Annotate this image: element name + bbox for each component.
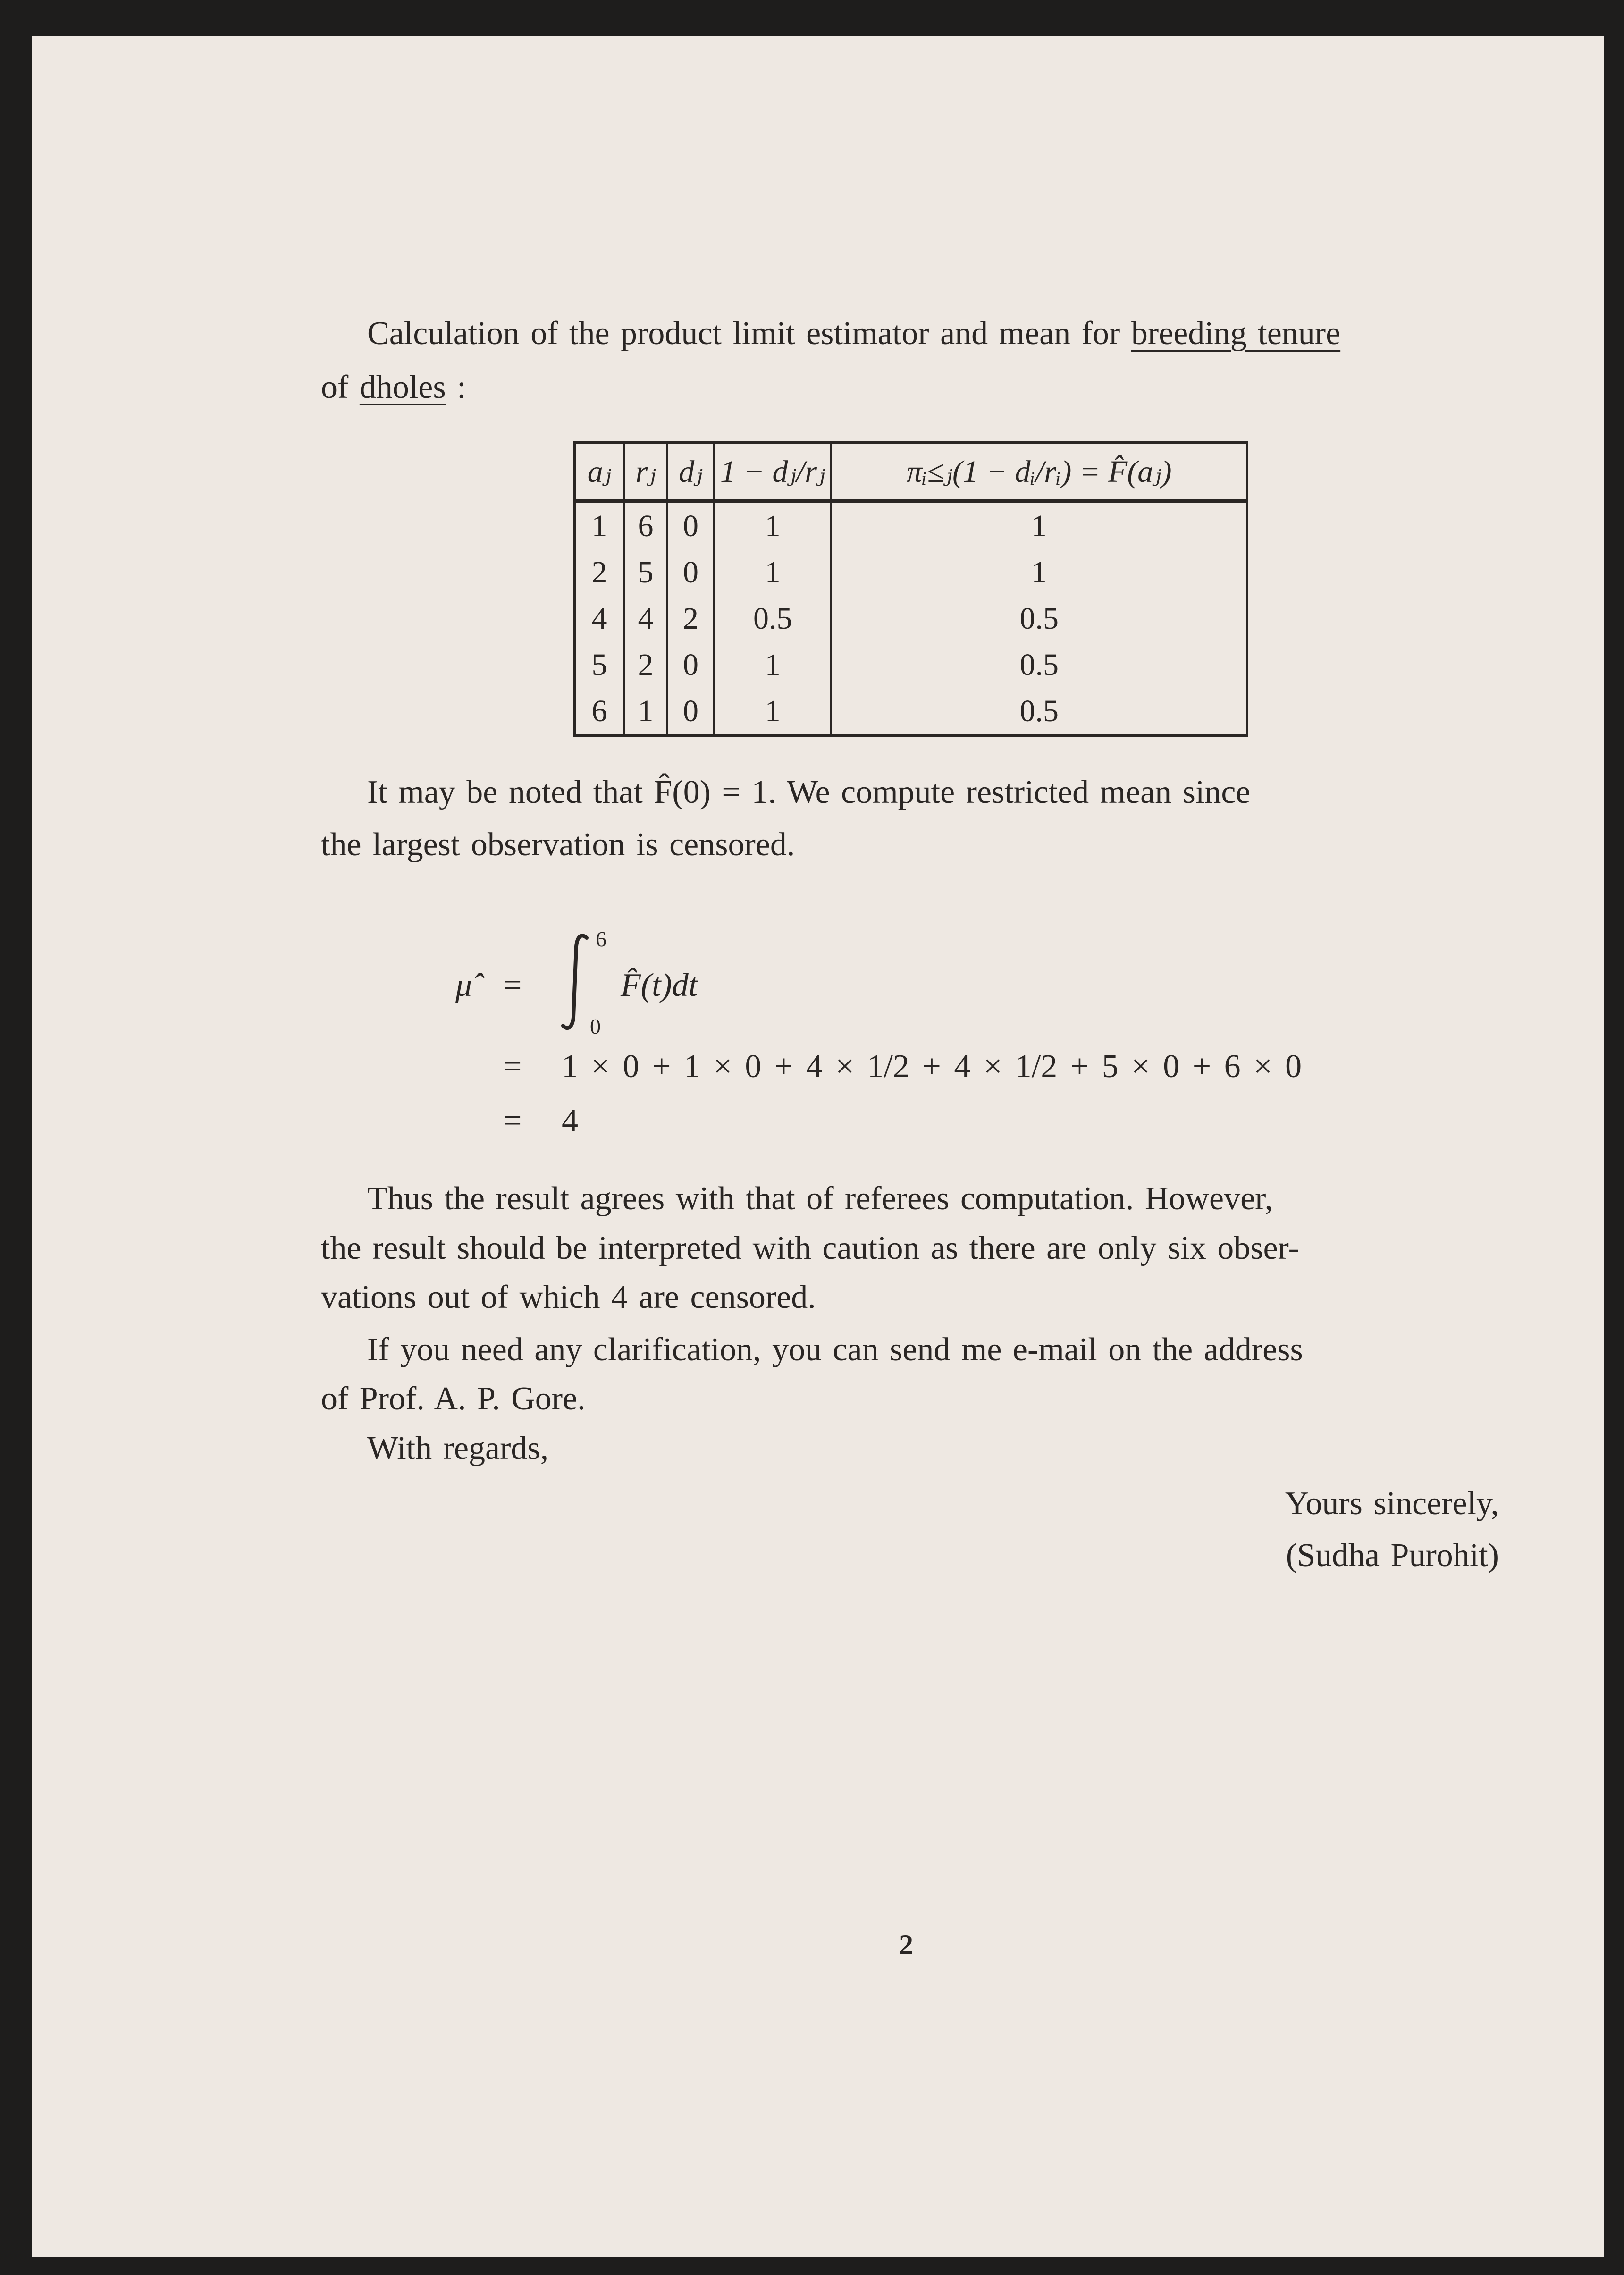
clarification-line-2: of Prof. A. P. Gore. bbox=[321, 1381, 586, 1417]
header-rj: rⱼ bbox=[624, 443, 667, 502]
conclusion-line-2: the result should be interpreted with caution as there are only six obser- bbox=[321, 1230, 1299, 1266]
intro-text: of bbox=[321, 369, 349, 405]
table-row bbox=[575, 642, 1247, 688]
table-cell: 1 bbox=[715, 549, 831, 596]
table-cell: 2 bbox=[667, 596, 715, 642]
integral-lower-limit: 0 bbox=[590, 1014, 601, 1038]
table-cell: 1 bbox=[575, 501, 624, 549]
underlined-word-dholes: dholes bbox=[359, 369, 446, 405]
header-aj: aⱼ bbox=[575, 443, 624, 502]
integrand: F̂(t)dt bbox=[621, 967, 698, 1003]
intro-text: Calculation of the product limit estimator and mean for bbox=[367, 315, 1120, 352]
equals-sign-1: = bbox=[503, 967, 522, 1003]
equation-expansion: 1 × 0 + 1 × 0 + 4 × 1/2 + 4 × 1/2 + 5 × 0 + 6 × 0 bbox=[562, 1048, 1302, 1085]
table-cell: 0.5 bbox=[831, 688, 1247, 736]
table-row bbox=[575, 688, 1247, 736]
underlined-phrase-breeding-tenure: breeding tenure bbox=[1131, 315, 1341, 352]
mu-hat: μ̂ bbox=[455, 967, 472, 1003]
intro-line-1 bbox=[367, 312, 1340, 355]
conclusion-line-1: Thus the result agrees with that of referees computation. However, bbox=[367, 1180, 1273, 1217]
intro-colon: : bbox=[457, 369, 466, 405]
table-row bbox=[575, 549, 1247, 596]
table-cell: 4 bbox=[624, 596, 667, 642]
table-cell: 5 bbox=[624, 549, 667, 596]
table-cell: 0 bbox=[667, 501, 715, 549]
equals-sign-3: = bbox=[503, 1103, 522, 1139]
note-line-2: the largest observation is censored. bbox=[321, 826, 795, 863]
table-cell: 1 bbox=[831, 501, 1247, 549]
conclusion-line-3: vations out of which 4 are censored. bbox=[321, 1279, 816, 1315]
table-cell: 6 bbox=[624, 501, 667, 549]
clarification-line-1: If you need any clarification, you can send me e-mail on the address bbox=[367, 1331, 1303, 1368]
header-dj: dⱼ bbox=[667, 443, 715, 502]
regards: With regards, bbox=[367, 1430, 549, 1466]
table-header-row bbox=[575, 443, 1247, 502]
table-cell: 0 bbox=[667, 642, 715, 688]
table-cell: 2 bbox=[624, 642, 667, 688]
note-line-1: It may be noted that F̂(0) = 1. We compute restricted mean since bbox=[367, 774, 1251, 810]
table-cell: 0 bbox=[667, 688, 715, 736]
table-cell: 1 bbox=[715, 501, 831, 549]
closing: Yours sincerely, bbox=[1285, 1485, 1499, 1522]
product-limit-table bbox=[573, 441, 1248, 737]
integral-upper-limit: 6 bbox=[596, 927, 606, 951]
table-cell: 0.5 bbox=[831, 642, 1247, 688]
intro-line-2 bbox=[321, 366, 466, 409]
table-cell: 0.5 bbox=[831, 596, 1247, 642]
table-cell: 1 bbox=[715, 642, 831, 688]
equals-sign-2: = bbox=[503, 1048, 522, 1085]
table-row bbox=[575, 596, 1247, 642]
header-product-estimate: πᵢ≤ⱼ(1 − dᵢ/rᵢ) = F̂(aⱼ) bbox=[831, 443, 1247, 502]
table-row bbox=[575, 501, 1247, 549]
document-page bbox=[32, 36, 1604, 2257]
table-cell: 0.5 bbox=[715, 596, 831, 642]
table-cell: 1 bbox=[624, 688, 667, 736]
page-number: 2 bbox=[899, 1929, 913, 1960]
table-cell: 2 bbox=[575, 549, 624, 596]
header-one-minus-ratio: 1 − dⱼ/rⱼ bbox=[715, 443, 831, 502]
table-cell: 0 bbox=[667, 549, 715, 596]
signature: (Sudha Purohit) bbox=[1286, 1537, 1499, 1574]
equation-result: 4 bbox=[562, 1103, 578, 1139]
table-cell: 6 bbox=[575, 688, 624, 736]
table-cell: 4 bbox=[575, 596, 624, 642]
table-cell: 1 bbox=[831, 549, 1247, 596]
table-cell: 1 bbox=[715, 688, 831, 736]
table-cell: 5 bbox=[575, 642, 624, 688]
integral-sign bbox=[559, 932, 592, 1031]
